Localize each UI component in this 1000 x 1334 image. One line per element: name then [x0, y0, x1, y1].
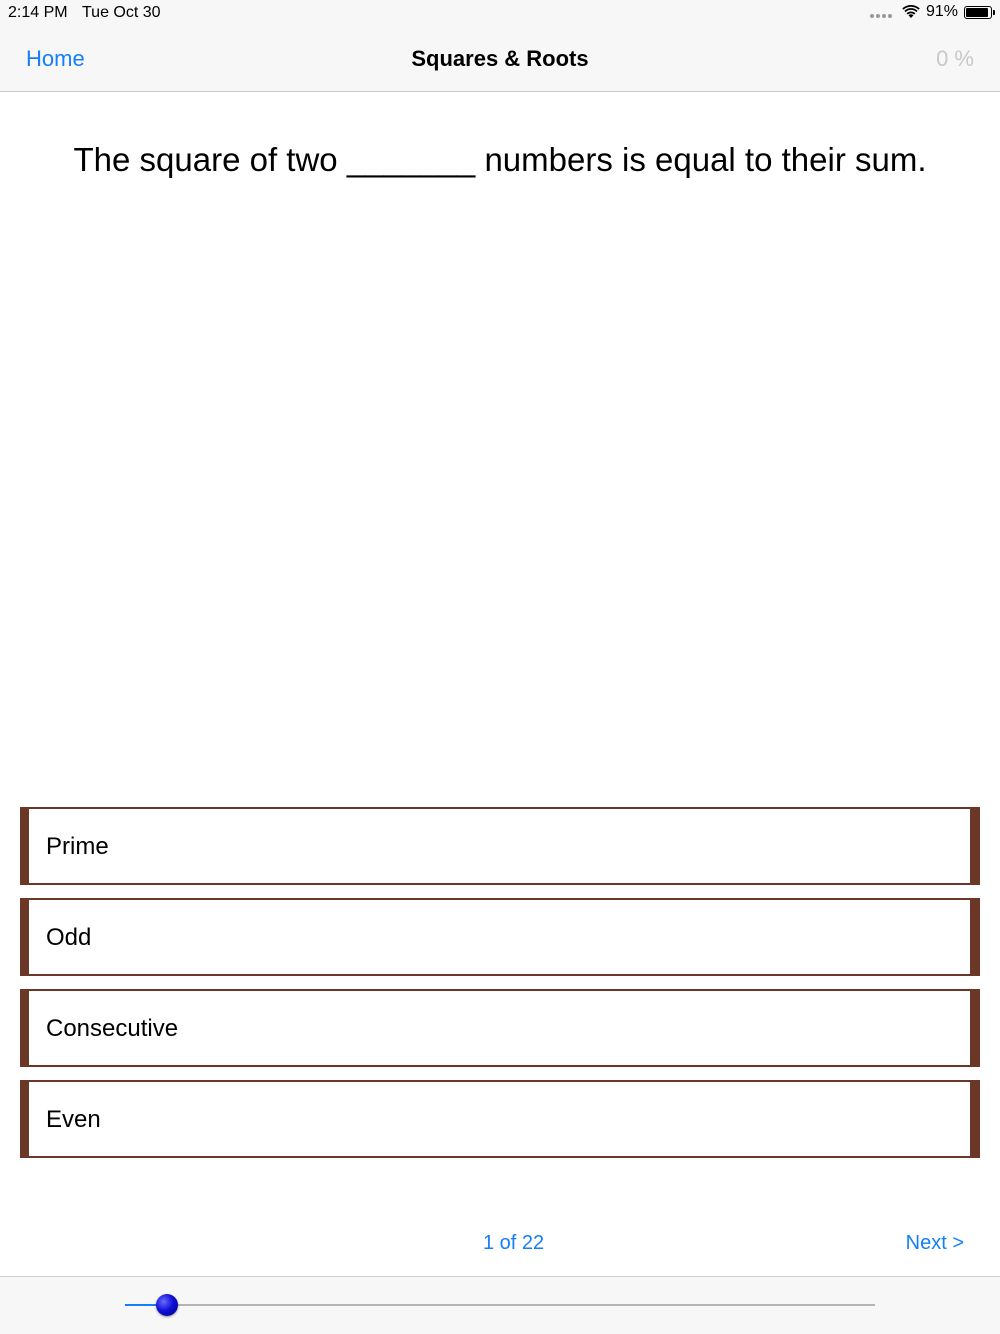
- answer-option-odd[interactable]: [20, 898, 980, 976]
- status-date: Tue Oct 30: [82, 4, 161, 21]
- answer-label: Odd: [46, 924, 92, 951]
- score-percent: 0 %: [936, 46, 974, 71]
- answer-option-prime[interactable]: [20, 807, 980, 885]
- answer-label: Even: [46, 1106, 101, 1133]
- answer-label: Consecutive: [46, 1015, 179, 1042]
- status-indicators: [870, 3, 992, 21]
- answer-option-consecutive[interactable]: [20, 989, 980, 1067]
- page-title: Squares & Roots: [411, 46, 589, 71]
- answer-option-even[interactable]: [20, 1080, 980, 1158]
- battery-icon: [964, 6, 992, 19]
- status-time: 2:14 PM: [8, 4, 68, 21]
- question-text: The square of two _______ numbers is equal to their sum.: [73, 141, 927, 178]
- question-counter: 1 of 22: [483, 1232, 545, 1254]
- status-bar: [0, 0, 1000, 27]
- wifi-icon: [902, 5, 920, 19]
- question-slider[interactable]: [125, 1304, 875, 1306]
- cellular-signal-icon: [870, 14, 892, 18]
- home-button[interactable]: Home: [26, 46, 85, 71]
- next-button[interactable]: Next >: [905, 1232, 964, 1254]
- answer-label: Prime: [46, 833, 109, 860]
- navigation-bar: [0, 27, 1000, 92]
- bottom-toolbar: [0, 1276, 1000, 1334]
- answer-list: [20, 807, 980, 1171]
- slider-thumb[interactable]: [156, 1294, 178, 1316]
- battery-percent: 91%: [925, 3, 958, 20]
